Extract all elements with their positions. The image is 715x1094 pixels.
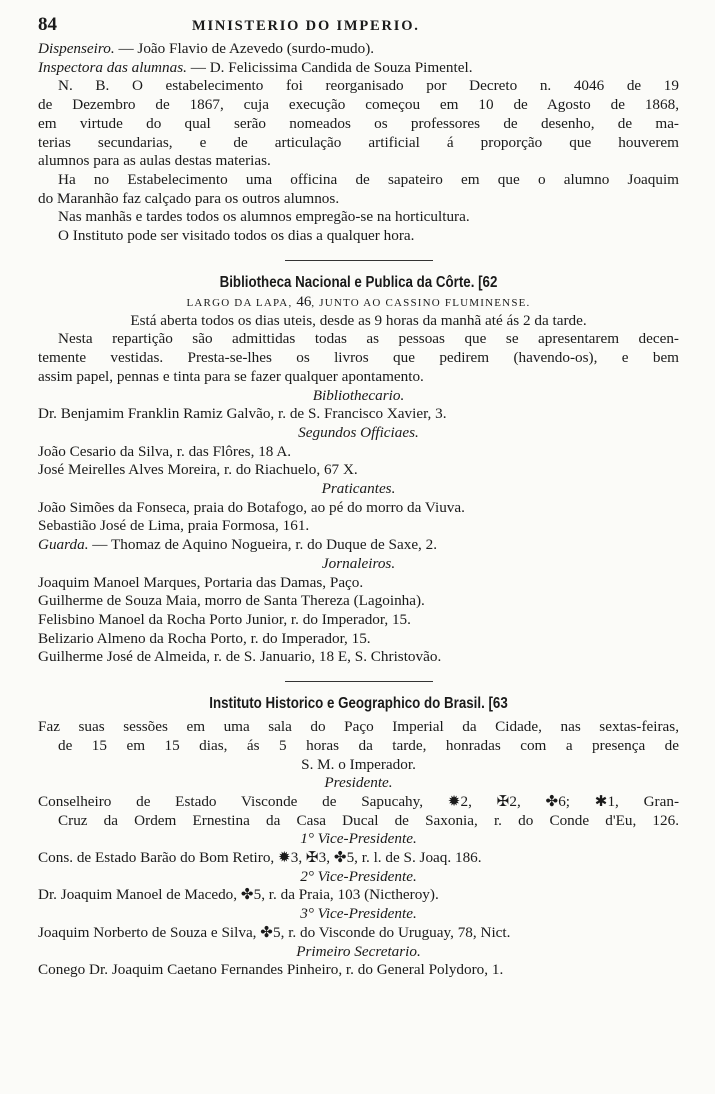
staff-entry: Belizario Almeno da Rocha Porto, r. do Imperador, 15. [38, 629, 371, 647]
staff-entry [38, 40, 679, 59]
staff-entry: João Simões da Fonseca, praia do Botafogo, ao pé do morro da Viuva. [38, 498, 465, 516]
text-line: do Maranhão faz calçado para os outros alumnos. [38, 189, 340, 207]
section-heading-bibliotheca: Bibliotheca Nacional e Publica da Côrte. [62 [219, 273, 498, 291]
opening-hours: Está aberta todos os dias uteis, desde as 9 horas da manhã até ás 2 da tarde. [130, 311, 587, 329]
admission-paragraph [38, 330, 679, 386]
text-line: S. M. o Imperador. [301, 755, 416, 773]
staff-entry [38, 536, 679, 555]
subsection-heading: Bibliothecario. [312, 386, 405, 404]
section-divider [285, 681, 433, 682]
horticultura-line: Nas manhãs e tardes todos os alumnos empregão-se na horticultura. [58, 208, 470, 226]
staff-entry: João Cesario da Silva, r. das Flôres, 18 A. [38, 442, 292, 460]
staff-entry: José Meirelles Alves Moreira, r. do Riachuelo, 67 X. [38, 461, 358, 479]
staff-entry: Joaquim Norberto de Souza e Silva, ✤5, r. do Visconde do Uruguay, 78, Nict. [38, 923, 511, 941]
staff-entry: Conego Dr. Joaquim Caetano Fernandes Pinheiro, r. do General Polydoro, 1. [38, 961, 504, 979]
subsection-heading: 3° Vice-Presidente. [300, 905, 417, 923]
page-number: 84 [38, 14, 57, 35]
address-part: , JUNTO AO CASSINO FLUMINENSE. [311, 296, 531, 309]
address-number: 46 [296, 293, 312, 310]
text-line: em virtude do qual serão nomeados os professores de desenho, de ma- [38, 114, 679, 132]
staff-name: — João Flavio de Azevedo (surdo-mudo). [114, 40, 375, 57]
nota-bene-paragraph [38, 77, 679, 171]
text-line: de Dezembro de 1867, cuja execução começou em 10 de Agosto de 1868, [38, 96, 679, 114]
subsection-heading: Praticantes. [321, 480, 396, 498]
page-header [38, 14, 679, 40]
visita-line: O Instituto pode ser visitado todos os dias a qualquer hora. [58, 227, 415, 245]
subsection-heading: 1° Vice-Presidente. [300, 830, 417, 848]
text-line: alumnos para as aulas destas materias. [38, 152, 271, 170]
staff-name: — D. Felicissima Candida de Souza Pimentel. [186, 58, 473, 76]
staff-entry: Guilherme José de Almeida, r. de S. Januario, 18 E, S. Christovão. [38, 648, 442, 666]
text-line: Faz suas sessões em uma sala do Paço Imperial da Cidade, nas sextas-feiras, [38, 718, 679, 736]
staff-entry: Guilherme de Souza Maia, morro de Santa Thereza (Lagoinha). [38, 592, 425, 610]
section-address [38, 293, 679, 312]
sessions-paragraph [38, 718, 679, 774]
text-line: terias secundarias, e de articulação artificial á proporção que houverem [38, 133, 679, 151]
staff-name: — Thomaz de Aquino Nogueira, r. do Duque de Saxe, 2. [88, 536, 438, 554]
address-part: LARGO DA LAPA, [186, 296, 297, 309]
subsection-heading: Segundos Officiaes. [298, 423, 419, 441]
staff-entry: Cons. de Estado Barão do Bom Retiro, ✹3, ✠3, ✤5, r. l. de S. Joaq. 186. [38, 849, 482, 867]
text-line: N. B. O estabelecimento foi reorganisado por Decreto n. 4046 de 19 [58, 77, 679, 95]
staff-role: Guarda. [38, 536, 89, 554]
staff-entry: Dr. Benjamim Franklin Ramiz Galvão, r. de S. Francisco Xavier, 3. [38, 405, 447, 423]
section-divider [285, 260, 433, 261]
text-line: de 15 em 15 dias, ás 5 horas da tarde, honradas com a presença de [58, 736, 679, 754]
staff-entry [38, 59, 679, 78]
officina-paragraph [38, 171, 679, 208]
staff-entry: Sebastião José de Lima, praia Formosa, 161. [38, 517, 310, 535]
staff-entry: Conselheiro de Estado Visconde de Sapucahy, ✹2, ✠2, ✤6; ✱1, Gran- [38, 792, 679, 810]
running-title: MINISTERIO DO IMPERIO. [192, 18, 420, 34]
staff-role: Dispenseiro. [38, 40, 115, 57]
staff-role: Inspectora das alumnas. [38, 58, 187, 76]
subsection-heading: Presidente. [324, 774, 393, 792]
staff-entry: Felisbino Manoel da Rocha Porto Junior, r. do Imperador, 15. [38, 610, 411, 628]
section-heading-instituto: Instituto Historico e Geographico do Brasil. [63 [209, 695, 508, 713]
text-line: assim papel, pennas e tinta para se fazer qualquer apontamento. [38, 367, 424, 385]
staff-entry: Joaquim Manoel Marques, Portaria das Damas, Paço. [38, 573, 364, 591]
text-line: Ha no Estabelecimento uma officina de sapateiro em que o alumno Joaquim [58, 170, 679, 188]
subsection-heading: Primeiro Secretario. [296, 942, 421, 960]
staff-entry: Dr. Joaquim Manoel de Macedo, ✤5, r. da Praia, 103 (Nictheroy). [38, 886, 439, 904]
staff-entry: Cruz da Ordem Ernestina da Casa Ducal de Saxonia, r. do Conde d'Eu, 126. [58, 811, 679, 829]
subsection-heading: Jornaleiros. [321, 554, 396, 572]
text-line: temente vestidas. Presta-se-lhes os livros que pedirem (havendo-os), e bem [38, 349, 679, 367]
text-line: Nesta repartição são admittidas todas as pessoas que se apresentarem decen- [58, 330, 679, 348]
subsection-heading: 2° Vice-Presidente. [300, 867, 417, 885]
